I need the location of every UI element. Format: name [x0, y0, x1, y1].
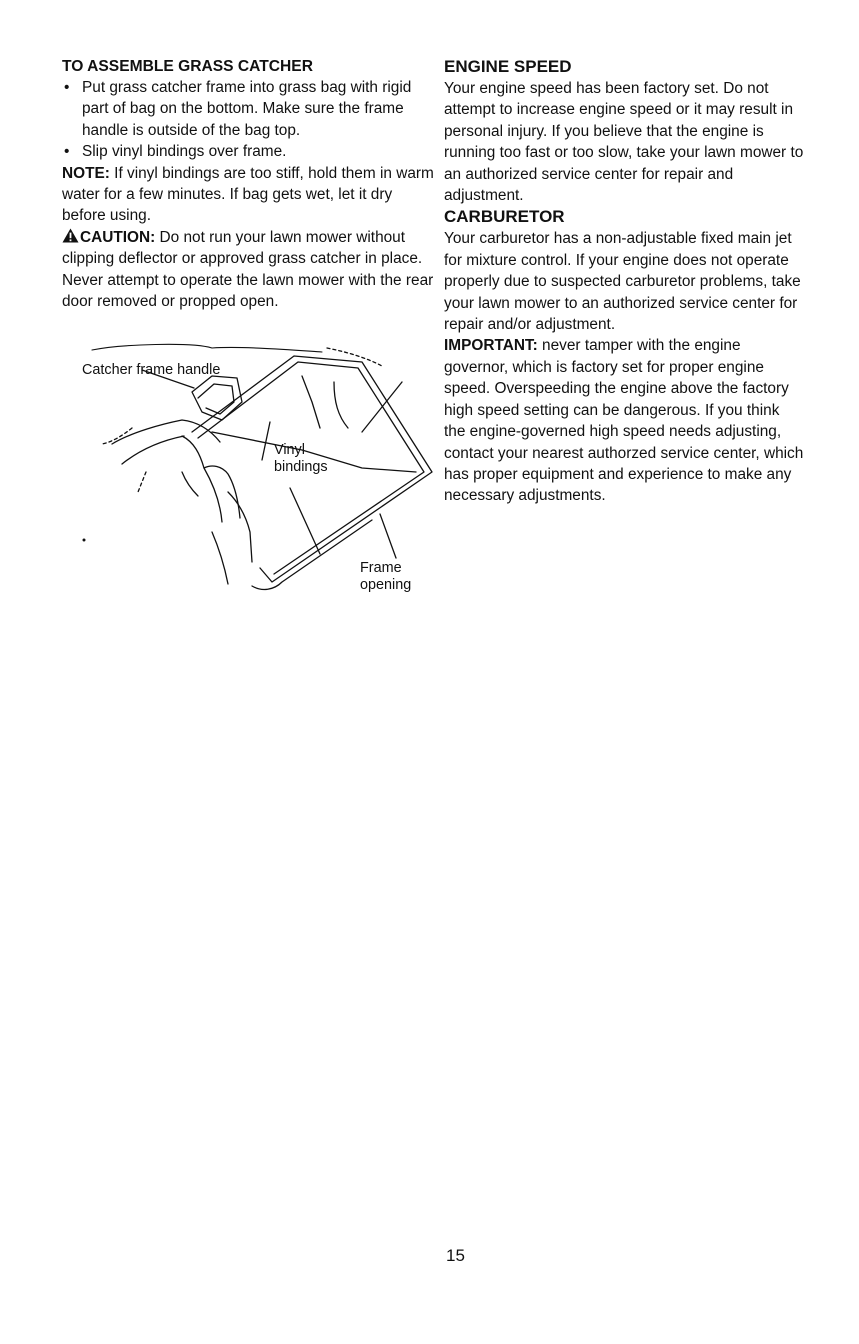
frame-opening-label: Frame opening	[360, 560, 412, 594]
left-column	[62, 56, 434, 602]
important-text: never tamper with the engine governor, which is factory set for proper engine speed. Overspeeding the engine above the factory high speed setting can be dangerous. If you think the engine-governed high speed needs adjusting, contact your nearest authorzed service center, which has proper equipment and experience to make any necessary adjustments.	[444, 337, 804, 505]
list-item: • Slip vinyl bindings over frame.	[62, 141, 434, 162]
grass-catcher-illustration	[62, 332, 434, 602]
engine-speed-heading: ENGINE SPEED	[444, 57, 572, 76]
engine-speed-text: Your engine speed has been factory set. Do not attempt to increase engine speed or it may result in personal injury. If you believe that the engine is running too fast or too slow, take your lawn mower to an authorized service center for repair and adjustment.	[444, 80, 804, 205]
list-item: • Put grass catcher frame into grass bag with rigid part of bag on the bottom. Make sure the frame handle is outside of the bag top.	[62, 77, 434, 141]
vinyl-bindings-label: Vinyl bindings	[274, 442, 328, 476]
important-label: IMPORTANT:	[444, 337, 538, 355]
page-number: 15	[446, 1246, 465, 1265]
grass-catcher-heading: TO ASSEMBLE GRASS CATCHER	[62, 58, 313, 75]
assembly-steps-list	[62, 77, 434, 163]
right-column	[444, 56, 804, 507]
warning-triangle-icon	[62, 228, 79, 243]
note-label: NOTE:	[62, 164, 110, 182]
carburetor-text: Your carburetor has a non-adjustable fixed main jet for mixture control. If your engine does not operate properly due to suspected carburetor problems, take your lawn mower to an authorized service center for repair and/or adjustment.	[444, 230, 801, 334]
important-paragraph	[444, 335, 804, 506]
caution-text: Do not run your lawn mower without clipping deflector or approved grass catcher in place. Never attempt to operate the lawn mower with the rear door removed or propped open.	[62, 228, 434, 311]
catcher-frame-handle-label: Catcher frame handle	[82, 362, 221, 379]
caution-paragraph	[62, 227, 434, 313]
carburetor-heading: CARBURETOR	[444, 207, 565, 227]
note-paragraph	[62, 163, 434, 227]
caution-label: CAUTION:	[80, 228, 156, 246]
note-text: If vinyl bindings are too stiff, hold them in warm water for a few minutes. If bag gets wet, let it dry before using.	[62, 164, 434, 225]
